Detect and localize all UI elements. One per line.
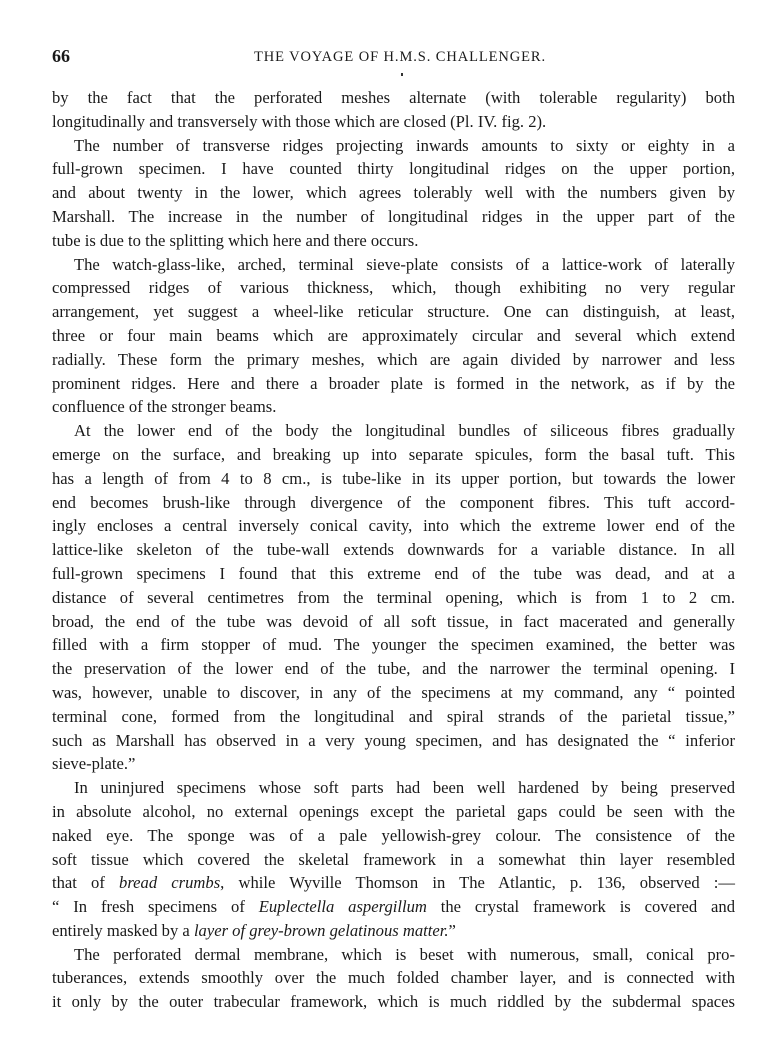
text-line: confluence of the stronger beams.: [52, 397, 277, 417]
paragraph: [52, 776, 735, 943]
text-line: has a length of from 4 to 8 cm., is tube-like in its upper portion, but towards the lower: [52, 468, 735, 488]
text-segment: the crystal framework is covered and: [426, 897, 735, 917]
text-line: filled with a firm stopper of mud. The younger the specimen examined, the better was: [52, 635, 735, 655]
text-line: At the lower end of the body the longitudinal bundles of siliceous fibres gradually: [74, 421, 735, 441]
text-line: by the fact that the perforated meshes alternate (with tolerable regularity) both: [52, 88, 735, 107]
text-segment: entirely masked by a: [52, 920, 194, 940]
text-segment: that of: [52, 873, 120, 893]
text-line: terminal cone, formed from the longitudinal and spiral strands of the parietal tissue,”: [52, 706, 735, 726]
text-line: emerge on the surface, and breaking up into separate spicules, form the basal tuft. This: [52, 444, 735, 464]
paragraph: [52, 253, 735, 420]
text-segment: ”: [448, 920, 456, 940]
text-line: In uninjured specimens whose soft parts had been well hardened by being preserved: [74, 778, 735, 798]
text-line: The number of transverse ridges projecting inwards amounts to sixty or eighty in a: [74, 135, 735, 155]
printer-mark: [401, 73, 403, 76]
running-title: THE VOYAGE OF H.M.S. CHALLENGER.: [254, 49, 546, 65]
text-line: tuberances, extends smoothly over the much folded chamber layer, and is connected with: [52, 968, 735, 988]
page-number: 66: [52, 46, 70, 66]
body-text: [52, 86, 735, 1014]
text-line: prominent ridges. Here and there a broader plate is formed in the network, as if by the: [52, 373, 735, 393]
text-line: The perforated dermal membrane, which is beset with numerous, small, conical pro-: [74, 944, 735, 964]
text-line: the preservation of the lower end of the tube, and the narrower the terminal opening. I: [52, 659, 735, 679]
text-line: in absolute alcohol, no external openings except the parietal gaps could be seen with the: [52, 801, 735, 821]
text-line: such as Marshall has observed in a very young specimen, and has designated the “ inferior: [52, 730, 735, 750]
text-line: compressed ridges of various thickness, which, though exhibiting no very regular: [52, 278, 735, 298]
text-segment: “ In fresh specimens of: [52, 897, 259, 917]
text-line: [52, 895, 735, 919]
paragraph: [52, 943, 735, 1014]
text-line: full-grown specimens I found that this extreme end of the tube was dead, and at a: [52, 563, 735, 583]
text-line: arrangement, yet suggest a wheel-like reticular structure. One can distinguish, at least,: [52, 302, 735, 322]
text-line: it only by the outer trabecular framework, which is much riddled by the subdermal spaces: [52, 992, 735, 1012]
text-line: [52, 871, 735, 895]
text-line: longitudinally and transversely with those which are closed (Pl. IV. fig. 2).: [52, 111, 547, 131]
paragraph: [52, 86, 735, 134]
text-line: distance of several centimetres from the terminal opening, which is from 1 to 2 cm.: [52, 587, 735, 607]
italic-text: bread crumbs: [119, 873, 221, 893]
text-line: soft tissue which covered the skeletal framework in a somewhat thin layer resembled: [52, 849, 735, 869]
text-line: naked eye. The sponge was of a pale yellowish-grey colour. The consistence of the: [52, 825, 735, 845]
text-line: three or four main beams which are approximately circular and several which extend: [52, 325, 735, 345]
italic-text: layer of grey-brown gelatinous matter.: [193, 920, 449, 940]
text-segment: , while Wyville Thomson in The Atlantic, p. 136, observed :—: [220, 873, 735, 893]
text-line: broad, the end of the tube was devoid of all soft tissue, in fact macerated and generally: [52, 611, 735, 631]
text-line: full-grown specimen. I have counted thirty longitudinal ridges on the upper portion,: [52, 159, 735, 179]
text-line: lattice-like skeleton of the tube-wall extends downwards for a variable distance. In all: [52, 540, 735, 560]
text-line: and about twenty in the lower, which agrees tolerably well with the numbers given by: [52, 183, 735, 203]
text-line: [52, 919, 735, 943]
text-line: tube is due to the splitting which here and there occurs.: [52, 230, 419, 250]
text-line: end becomes brush-like through divergence of the component fibres. This tuft accord-: [52, 492, 735, 512]
text-line: radially. These form the primary meshes, which are again divided by narrower and less: [52, 349, 735, 369]
text-line: was, however, unable to discover, in any of the specimens at my command, any “ pointed: [52, 682, 735, 702]
paragraph: [52, 419, 735, 776]
text-line: ingly encloses a central inversely conical cavity, into which the extreme lower end of the: [52, 516, 735, 536]
text-line: Marshall. The increase in the number of longitudinal ridges in the upper part of the: [52, 206, 735, 226]
paragraph: [52, 134, 735, 253]
italic-text: Euplectella aspergillum: [258, 897, 427, 917]
text-line: The watch-glass-like, arched, terminal sieve-plate consists of a lattice-work of laterally: [74, 254, 735, 274]
text-line: sieve-plate.”: [52, 754, 136, 774]
